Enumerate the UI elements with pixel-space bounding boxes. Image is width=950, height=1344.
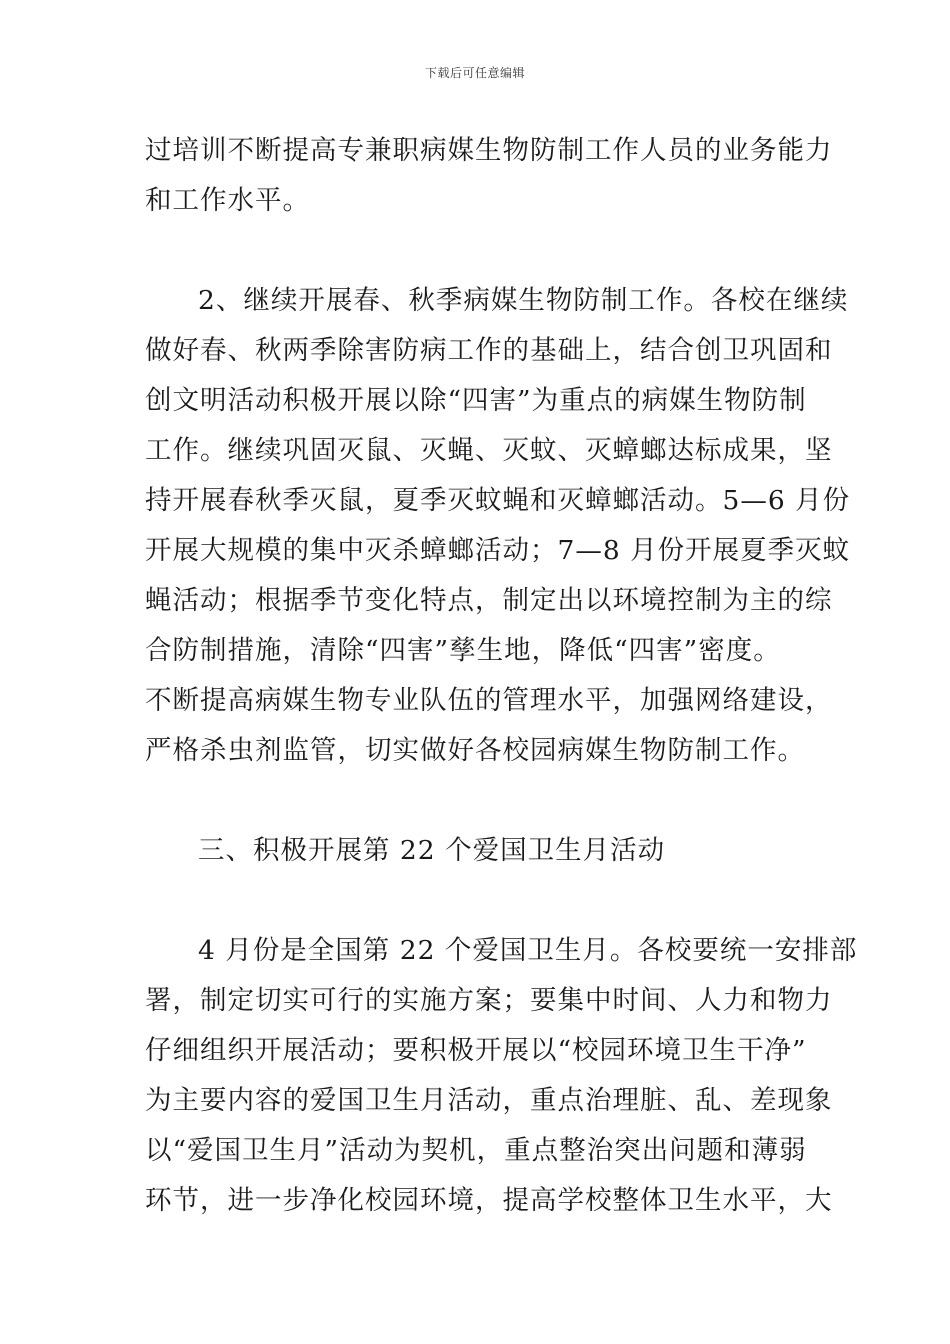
paragraph-gap <box>145 776 810 826</box>
section-heading <box>145 826 810 876</box>
text-line: 合防制措施，清除“四害”孳生地，降低“四害”密度。 <box>145 635 781 666</box>
text-line: 开展大规模的集中灭杀蟑螂活动；7—8 月份开展夏季灭蚊 <box>145 535 851 566</box>
text-line: 环节，进一步净化校园环境，提高学校整体卫生水平，大 <box>145 1185 833 1216</box>
text-line: 以“爱国卫生月”活动为契机，重点整治突出问题和薄弱 <box>145 1135 807 1166</box>
paragraph-vector-control <box>145 276 851 776</box>
text-line: 和工作水平。 <box>145 185 310 216</box>
text-line: 做好春、秋两季除害防病工作的基础上，结合创卫巩固和 <box>145 335 833 366</box>
text-line: 持开展春秋季灭鼠，夏季灭蚊蝇和灭蟑螂活动。5—6 月份 <box>145 485 851 516</box>
text-line: 仔细组织开展活动；要积极开展以“校园环境卫生干净” <box>145 1035 807 1066</box>
text-line: 蝇活动；根据季节变化特点，制定出以环境控制为主的综 <box>145 585 833 616</box>
page-header: 下载后可任意编辑 <box>424 66 525 80</box>
text-line: 工作。继续巩固灭鼠、灭蝇、灭蚊、灭蟑螂达标成果，坚 <box>145 435 833 466</box>
text-line: 4 月份是全国第 22 个爱国卫生月。各校要统一安排部 <box>198 935 858 966</box>
paragraph-training-continuation <box>145 126 833 226</box>
text-line: 署，制定切实可行的实施方案；要集中时间、人力和物力 <box>145 985 833 1016</box>
paragraph-gap <box>145 226 810 276</box>
text-line: 为主要内容的爱国卫生月活动，重点治理脏、乱、差现象 <box>145 1085 833 1116</box>
heading-line: 三、积极开展第 22 个爱国卫生月活动 <box>198 835 666 866</box>
text-line: 严格杀虫剂监管，切实做好各校园病媒生物防制工作。 <box>145 735 805 766</box>
paragraph-gap <box>145 876 810 926</box>
paragraph-health-month <box>145 926 858 1226</box>
text-line: 2、继续开展春、秋季病媒生物防制工作。各校在继续 <box>198 285 849 316</box>
text-line: 不断提高病媒生物专业队伍的管理水平，加强网络建设， <box>145 685 833 716</box>
text-line: 创文明活动积极开展以除“四害”为重点的病媒生物防制 <box>145 385 807 416</box>
text-line: 过培训不断提高专兼职病媒生物防制工作人员的业务能力 <box>145 135 833 166</box>
document-body <box>145 126 858 1226</box>
